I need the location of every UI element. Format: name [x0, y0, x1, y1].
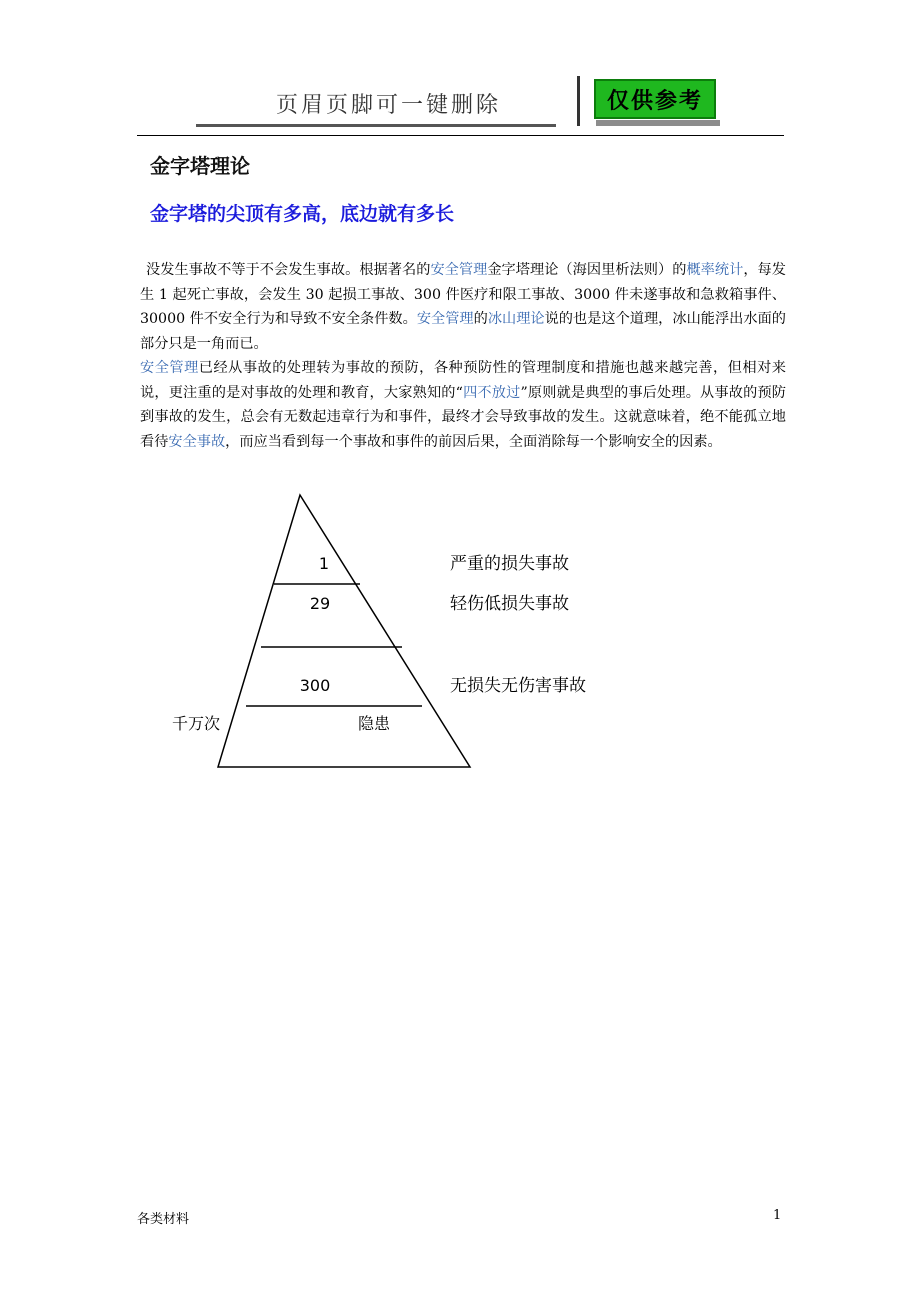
page-number: 1	[773, 1208, 782, 1223]
level-1-label: 严重的损失事故	[450, 554, 569, 574]
footer-label: 各类材料	[137, 1212, 190, 1227]
header-banner-text: 页眉页脚可一键删除	[276, 93, 502, 118]
level-4-count: 千万次	[172, 714, 221, 733]
level-1-count: 1	[318, 554, 330, 573]
level-2-label: 轻伤低损失事故	[450, 594, 569, 614]
header-underline	[196, 124, 556, 127]
text-run: ，而应当看到每一个事故和事件的前因后果，全面消除每一个影响安全的因素。	[225, 433, 722, 450]
link-probability-statistics[interactable]: 概率统计	[686, 262, 744, 278]
header-divider	[577, 76, 580, 126]
link-four-not-let-go[interactable]: 四不放过	[462, 384, 521, 401]
link-iceberg-theory[interactable]: 冰山理论	[487, 311, 545, 327]
text-run: 说的也是这个道理，冰山能浮出水面的部分只是一角而已。	[140, 311, 786, 352]
paragraph-2	[140, 356, 786, 454]
header-rule	[137, 135, 784, 136]
link-safety-management[interactable]: 安全管理	[140, 360, 199, 376]
level-4-label: 隐患	[358, 714, 391, 733]
pyramid-outline	[218, 495, 470, 767]
paragraph-1	[140, 258, 786, 356]
link-safety-accident[interactable]: 安全事故	[168, 433, 226, 450]
text-run: ”原则就是典型的事后处理。从事故的预防到事故的发生，总会有无数起违章行为和事件，最终才会导致事故的发生。这就意味着，绝不能孤立地看待	[140, 384, 786, 450]
text-run: 金字塔理论（海因里析法则）的	[487, 262, 687, 278]
document-title: 金字塔理论	[150, 154, 250, 178]
link-safety-management[interactable]: 安全管理	[416, 311, 474, 327]
body-text	[140, 258, 786, 454]
text-run: 已经从事故的处理转为事故的预防，各种预防性的管理制度和措施也越来越完善，但相对来说，更注重的是对事故的处理和教育，大家熟知的“	[140, 360, 786, 401]
link-safety-management[interactable]: 安全管理	[430, 262, 488, 278]
accident-pyramid-diagram	[160, 490, 620, 780]
level-2-count: 29	[309, 594, 331, 613]
text-run: ，每发生 1 起死亡事故，会发生 30 起损工事故、300 件医疗和限工事故、3000 件未遂事故和急救箱事件、30000 件不安全行为和导致不安全条件数。	[140, 262, 786, 327]
level-3-count: 300	[299, 676, 331, 695]
reference-only-badge: 仅供参考	[594, 79, 716, 119]
text-run: 没发生事故不等于不会发生事故。根据著名的	[146, 262, 431, 278]
level-3-label: 无损失无伤害事故	[450, 676, 586, 696]
document-subtitle: 金字塔的尖顶有多高，底边就有多长	[150, 203, 455, 225]
header-badge-shadow	[596, 120, 720, 126]
text-run: 的	[473, 311, 488, 327]
header-banner	[196, 74, 726, 128]
